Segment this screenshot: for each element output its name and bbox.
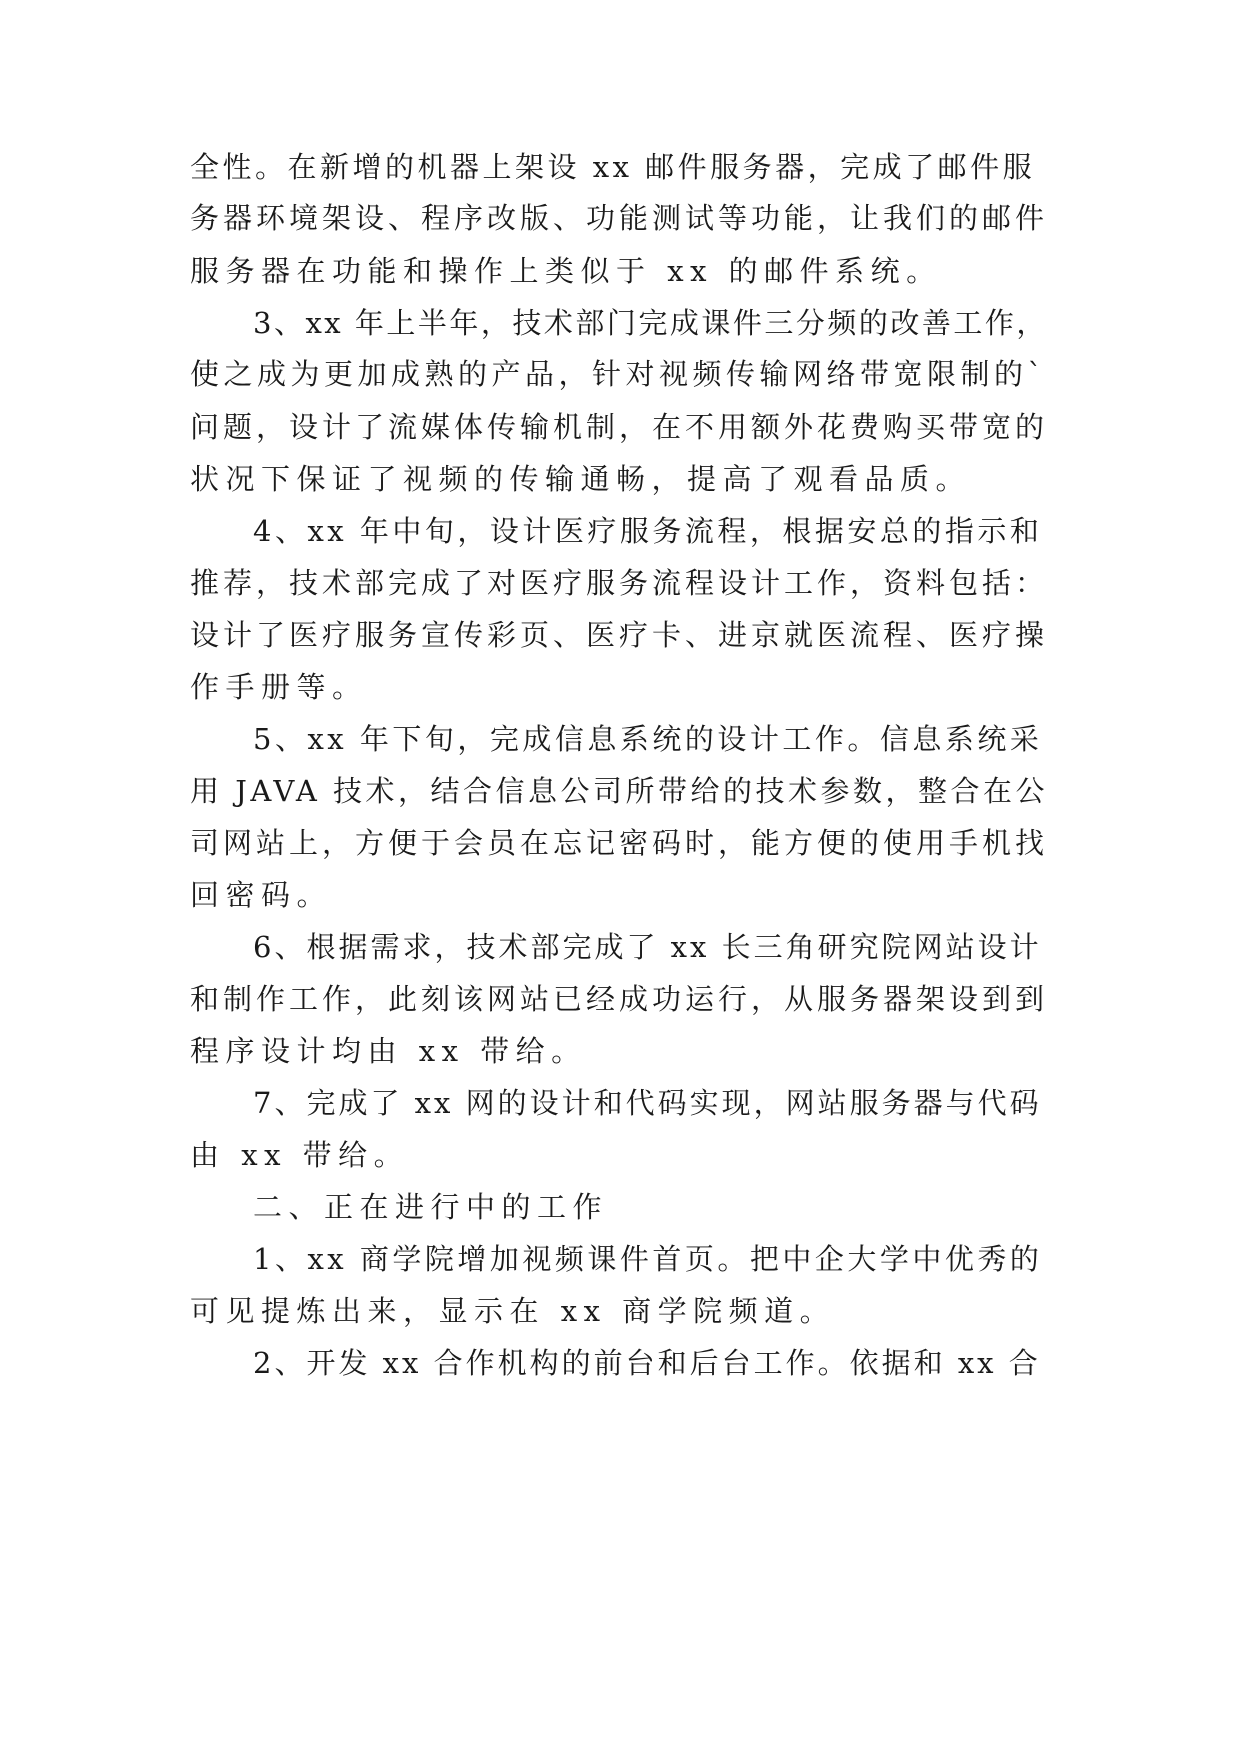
paragraph-start-line: 6、根据需求，技术部完成了 xx 长三角研究院网站设计 [253, 930, 1042, 964]
paragraph-start-line: 1、xx 商学院增加视频课件首页。把中企大学中优秀的 [253, 1242, 1043, 1276]
text-line: 和制作工作，此刻该网站已经成功运行，从服务器架设到到 [190, 982, 1049, 1016]
text-line: 设计了医疗服务宣传彩页、医疗卡、进京就医流程、医疗操 [190, 618, 1049, 652]
text-line: 问题，设计了流媒体传输机制，在不用额外花费购买带宽的 [190, 410, 1049, 444]
text-line: 服务器在功能和操作上类似于 xx 的邮件系统。 [190, 254, 942, 288]
text-line: 用 JAVA 技术，结合信息公司所带给的技术参数，整合在公 [190, 774, 1048, 808]
paragraph-start-line: 4、xx 年中旬，设计医疗服务流程，根据安总的指示和 [253, 514, 1043, 548]
text-line: 全性。在新增的机器上架设 xx 邮件服务器，完成了邮件服 [190, 150, 1036, 184]
text-line: 作手册等。 [190, 670, 368, 704]
text-line: 可见提炼出来，显示在 xx 商学院频道。 [190, 1294, 836, 1328]
text-line: 司网站上，方便于会员在忘记密码时，能方便的使用手机找 [190, 826, 1049, 860]
paragraph-start-line: 3、xx 年上半年，技术部门完成课件三分频的改善工作， [253, 306, 1048, 340]
text-line: 程序设计均由 xx 带给。 [190, 1034, 587, 1068]
text-line: 推荐，技术部完成了对医疗服务流程设计工作，资料包括： [190, 566, 1049, 600]
text-line: 由 xx 带给。 [190, 1138, 410, 1172]
paragraph-start-line: 5、xx 年下旬，完成信息系统的设计工作。信息系统采 [253, 722, 1043, 756]
paragraph-start-line: 7、完成了 xx 网的设计和代码实现，网站服务器与代码 [253, 1086, 1042, 1120]
section-heading: 二、正在进行中的工作 [253, 1190, 609, 1224]
paragraph-start-line: 2、开发 xx 合作机构的前台和后台工作。依据和 xx 合 [253, 1346, 1041, 1380]
text-line: 状况下保证了视频的传输通畅，提高了观看品质。 [190, 462, 972, 496]
text-line: 回密码。 [190, 878, 333, 912]
text-line: 务器环境架设、程序改版、功能测试等功能，让我们的邮件 [190, 201, 1049, 235]
text-line: 使之成为更加成熟的产品，针对视频传输网络带宽限制的` [190, 357, 1047, 391]
